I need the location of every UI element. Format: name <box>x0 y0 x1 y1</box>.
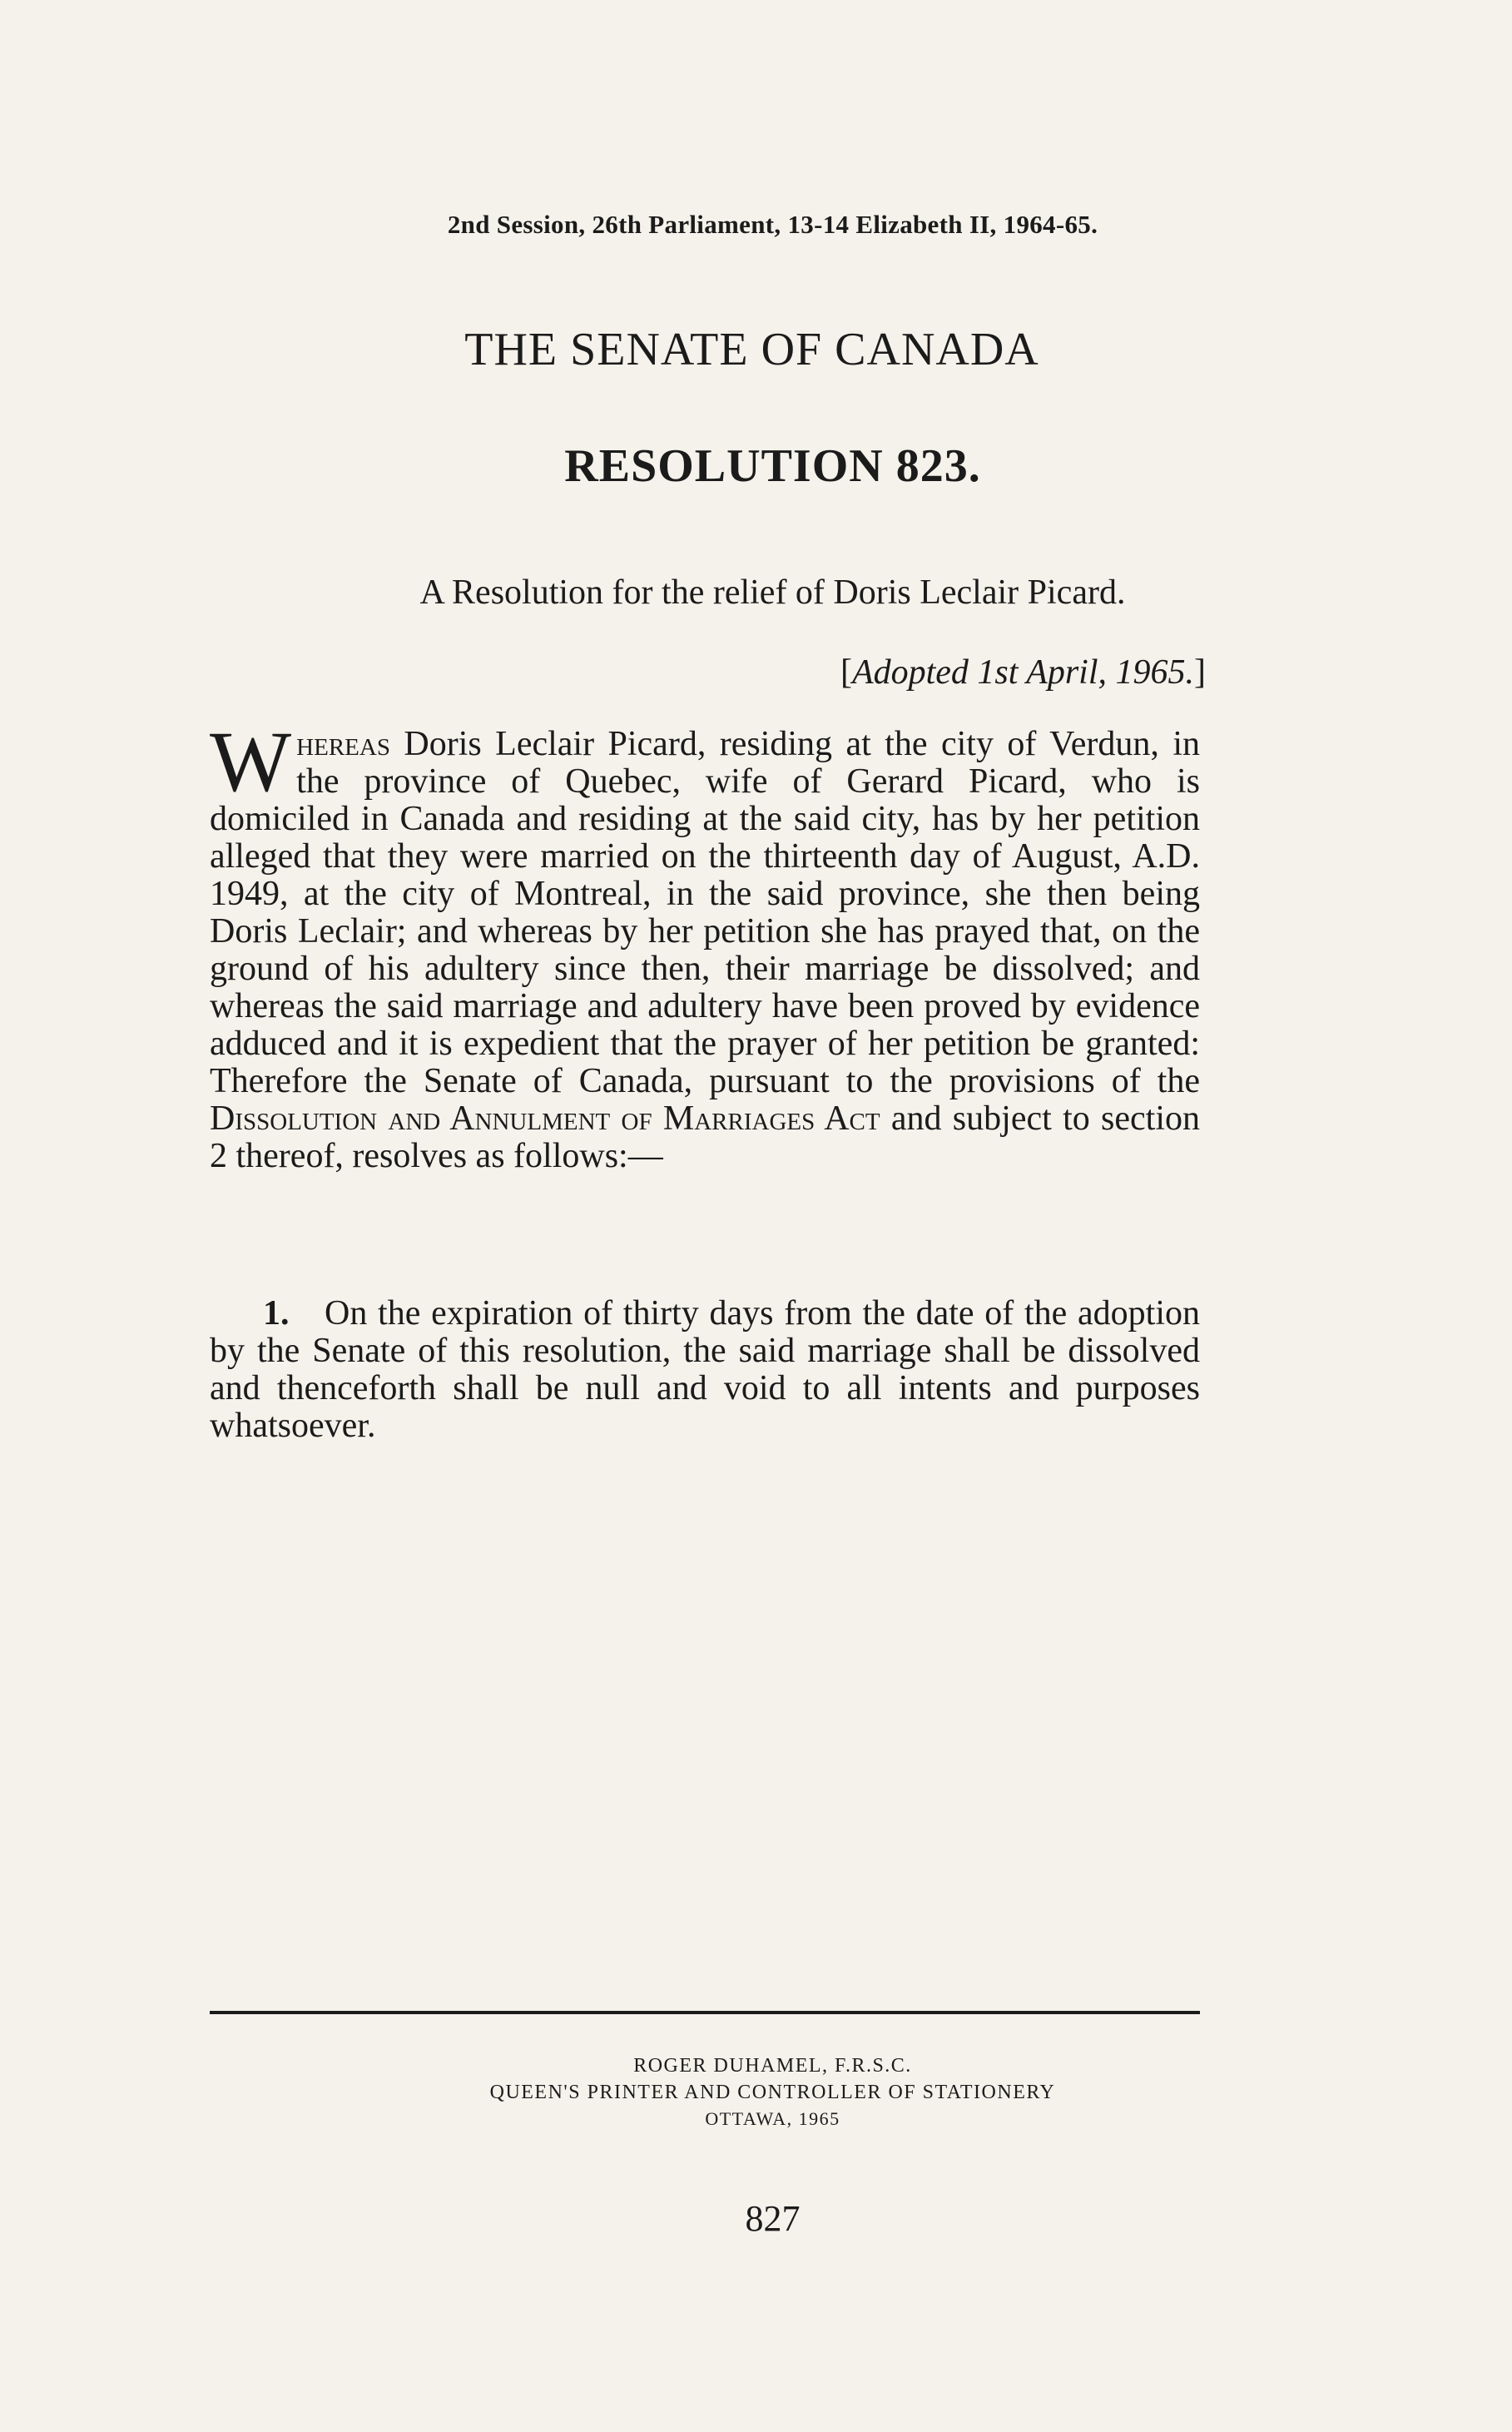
adopted-open-bracket: [ <box>840 653 852 692</box>
preamble-text-1: Doris Leclair Picard, residing at the city of Verdun, in the province of Quebec, wife of Gerard Picard, who is domiciled in Canada and residing at the said city, has by her petition alleged that they were married on the thirteenth day of August, A.D. 1949, at the city of Montreal, in the said province, she then being Doris Leclair; and whereas by her petition she has prayed that, on the ground of his adultery since then, their marriage be dissolved; and whereas the said marriage and adultery have been proved by evidence adduced and it is expedient that the prayer of her petition be granted: Therefore the Senate of Canada, pursuant to the provisions of the <box>210 725 1200 1100</box>
preamble-paragraph <box>210 714 1200 1175</box>
clause-number: 1. <box>263 1294 290 1333</box>
adopted-close-bracket: ] <box>1194 653 1206 692</box>
adopted-date <box>840 653 1206 692</box>
session-line: 2nd Session, 26th Parliament, 13-14 Elizabeth II, 1964-65. <box>447 210 1098 239</box>
resolution-title: RESOLUTION 823. <box>564 440 981 492</box>
footer-rule <box>210 2011 1200 2014</box>
resolution-subtitle: A Resolution for the relief of Doris Leclair Picard. <box>419 573 1126 612</box>
act-name: Dissolution and Annulment of Marriages Act <box>210 1099 880 1138</box>
preamble-text-2: and subject to section 2 thereof, resolves as follows:— <box>210 1099 1200 1175</box>
drop-cap: W <box>210 714 292 810</box>
printer-city: OTTAWA, 1965 <box>705 2108 840 2129</box>
clause-1 <box>210 1295 1200 1445</box>
adopted-text: Adopted 1st April, 1965. <box>851 653 1194 692</box>
printer-name: ROGER DUHAMEL, F.R.S.C. <box>633 2055 912 2077</box>
preamble-first-word: hereas <box>296 725 390 763</box>
printer-title: QUEEN'S PRINTER AND CONTROLLER OF STATIONERY <box>489 2082 1056 2103</box>
senate-heading: THE SENATE OF CANADA <box>464 324 1039 375</box>
page-number: 827 <box>745 2198 801 2239</box>
printer-block <box>0 2052 1512 2132</box>
clause-text: On the expiration of thirty days from the date of the adoption by the Senate of this resolution, the said marriage shall be dissolved and thenceforth shall be null and void to all intents and purposes whatsoever. <box>210 1294 1200 1445</box>
